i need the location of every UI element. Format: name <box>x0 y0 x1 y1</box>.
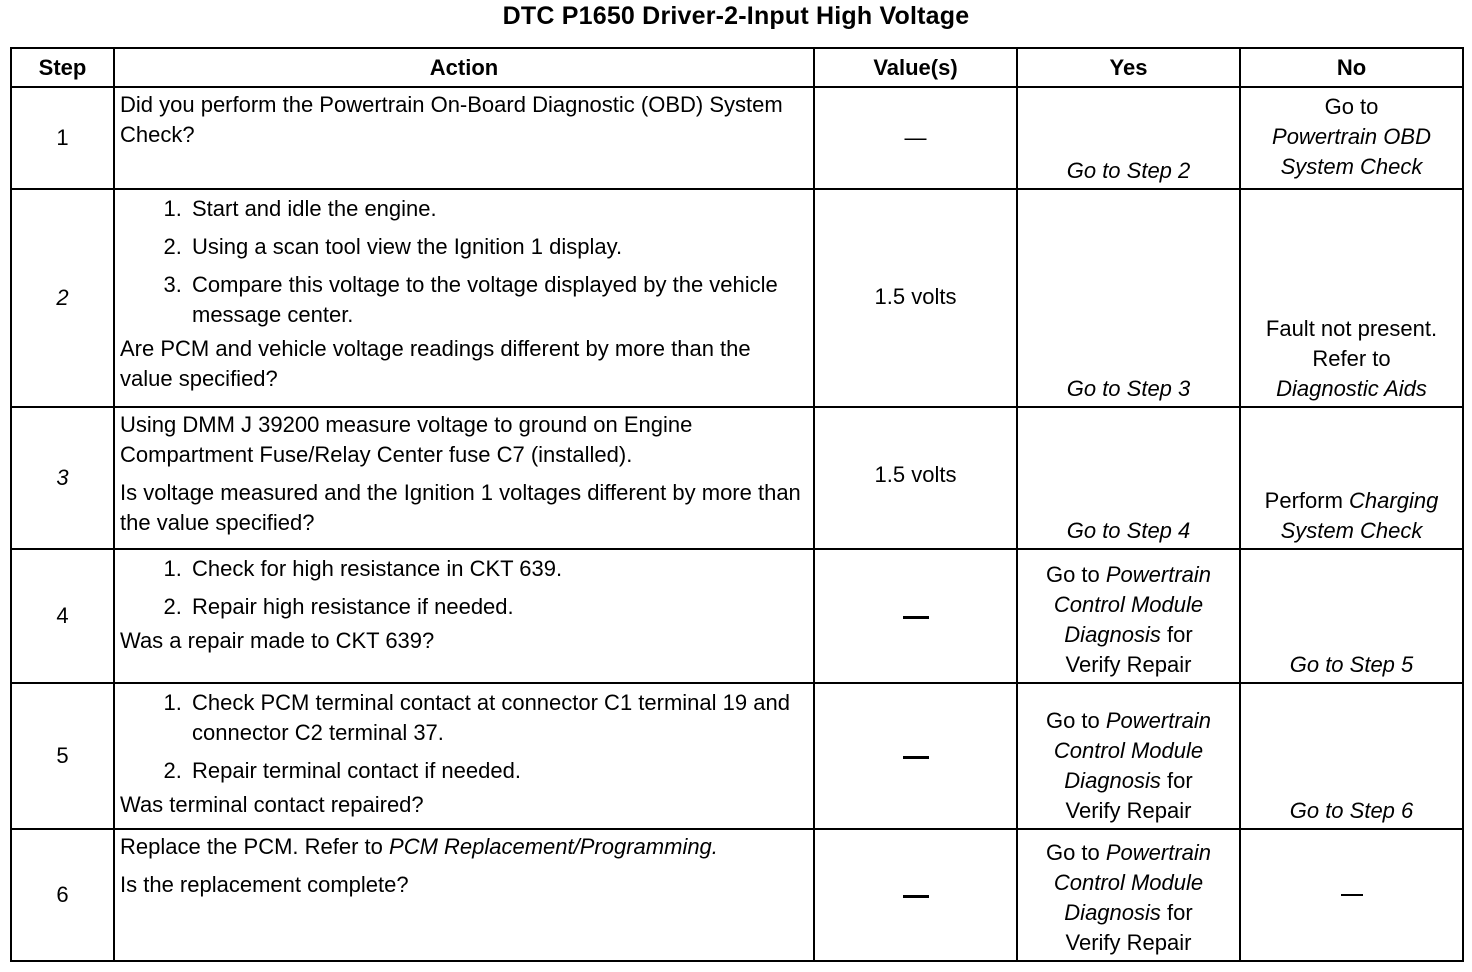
action-step: 1. Check for high resistance in CKT 639. <box>188 554 805 584</box>
action-steps <box>120 194 805 330</box>
step-number: 5 <box>11 683 114 829</box>
yes-link: Powertrain <box>1105 708 1212 733</box>
action-cell <box>114 683 814 829</box>
no-cell <box>1240 829 1463 961</box>
no-link: Charging <box>1349 488 1439 513</box>
action-question: Was a repair made to CKT 639? <box>120 628 435 653</box>
yes-text-plain: Go to <box>1045 562 1106 587</box>
action-step: 1. Check PCM terminal contact at connector C1 terminal 19 and connector C2 terminal 37. <box>188 688 805 748</box>
yes-text-last: Verify Repair <box>1065 652 1192 677</box>
page-title: DTC P1650 Driver-2-Input High Voltage <box>502 2 970 30</box>
action-step: 2. Repair terminal contact if needed. <box>188 756 805 786</box>
table-row <box>11 189 1463 407</box>
action-link: PCM Replacement/Programming. <box>389 834 718 859</box>
no-cell: Go to Step 6 <box>1240 683 1463 829</box>
no-text-plain: Perform <box>1264 488 1350 513</box>
action-text: Using DMM J 39200 measure voltage to ground on Engine Compartment Fuse/Relay Center fuse C7 (installed). <box>120 412 693 467</box>
action-question: Is voltage measured and the Ignition 1 voltages different by more than the value specified? <box>120 480 801 535</box>
yes-text-plain: for <box>1160 622 1193 647</box>
step-number: 3 <box>11 407 114 549</box>
no-cell <box>1240 407 1463 549</box>
yes-text-plain: Go to <box>1045 840 1106 865</box>
yes-text-last: Verify Repair <box>1065 798 1192 823</box>
yes-link-cont: Control Module <box>1053 592 1204 617</box>
yes-text-plain: for <box>1160 900 1193 925</box>
no-cell <box>1240 189 1463 407</box>
yes-cell: Go to Step 3 <box>1017 189 1240 407</box>
action-cell <box>114 87 814 189</box>
yes-text-cont <box>1018 898 1239 928</box>
yes-link: Powertrain <box>1105 840 1212 865</box>
yes-text-plain: for <box>1160 768 1193 793</box>
value-cell <box>814 829 1017 961</box>
header-values: Value(s) <box>814 48 1017 87</box>
action-step: 2. Using a scan tool view the Ignition 1 display. <box>188 232 805 262</box>
no-text-cont: Refer to <box>1312 346 1391 371</box>
action-text <box>120 832 805 862</box>
action-text-plain: Replace the PCM. Refer to <box>120 834 390 859</box>
yes-text-last: Verify Repair <box>1065 930 1192 955</box>
header-no: No <box>1240 48 1463 87</box>
no-text: Go to <box>1324 94 1379 119</box>
em-dash <box>903 616 929 619</box>
table-row <box>11 549 1463 683</box>
action-question: Was terminal contact repaired? <box>120 792 424 817</box>
diagnostic-table <box>10 47 1464 962</box>
no-link: Powertrain OBD <box>1272 124 1431 149</box>
action-steps <box>120 554 805 622</box>
yes-cell <box>1017 683 1240 829</box>
yes-cell: Go to Step 2 <box>1017 87 1240 189</box>
value-cell <box>814 683 1017 829</box>
yes-link: Powertrain <box>1105 562 1212 587</box>
yes-link-end: Diagnosis <box>1064 622 1161 647</box>
yes-cell <box>1017 829 1240 961</box>
yes-text-plain: Go to <box>1045 708 1106 733</box>
table-row <box>11 87 1463 189</box>
no-text <box>1241 486 1462 516</box>
yes-link-cont: Control Module <box>1053 870 1204 895</box>
value-cell: 1.5 volts <box>814 189 1017 407</box>
step-number: 1 <box>11 87 114 189</box>
em-dash <box>903 895 929 898</box>
table-row <box>11 683 1463 829</box>
em-dash <box>903 756 929 759</box>
yes-cell <box>1017 549 1240 683</box>
action-question: Are PCM and vehicle voltage readings different by more than the value specified? <box>120 336 751 391</box>
action-cell <box>114 189 814 407</box>
action-step: 3. Compare this voltage to the voltage displayed by the vehicle message center. <box>188 270 805 330</box>
yes-text-cont <box>1018 766 1239 796</box>
yes-text <box>1018 706 1239 736</box>
header-yes: Yes <box>1017 48 1240 87</box>
yes-link-end: Diagnosis <box>1064 768 1161 793</box>
step-number: 4 <box>11 549 114 683</box>
header-action: Action <box>114 48 814 87</box>
value-cell: — <box>814 87 1017 189</box>
action-text: Did you perform the Powertrain On-Board Diagnostic (OBD) System Check? <box>120 92 783 147</box>
yes-cell: Go to Step 4 <box>1017 407 1240 549</box>
em-dash <box>1341 894 1363 896</box>
yes-text <box>1018 560 1239 590</box>
yes-text-cont <box>1018 620 1239 650</box>
yes-link-end: Diagnosis <box>1064 900 1161 925</box>
action-question: Is the replacement complete? <box>120 872 409 897</box>
no-link: Diagnostic Aids <box>1276 376 1427 401</box>
action-cell <box>114 407 814 549</box>
table-row <box>11 829 1463 961</box>
yes-text <box>1018 838 1239 868</box>
no-text: Fault not present. <box>1265 316 1438 341</box>
value-cell <box>814 549 1017 683</box>
yes-link-cont: Control Module <box>1053 738 1204 763</box>
action-step: 1. Start and idle the engine. <box>188 194 805 224</box>
table-row <box>11 407 1463 549</box>
no-link-cont: System Check <box>1280 518 1423 543</box>
action-cell <box>114 549 814 683</box>
action-step: 2. Repair high resistance if needed. <box>188 592 805 622</box>
action-steps <box>120 688 805 786</box>
value-cell: 1.5 volts <box>814 407 1017 549</box>
header-row <box>11 48 1463 87</box>
step-number: 6 <box>11 829 114 961</box>
no-link-cont: System Check <box>1280 154 1423 179</box>
no-cell <box>1240 87 1463 189</box>
header-step: Step <box>11 48 114 87</box>
no-cell: Go to Step 5 <box>1240 549 1463 683</box>
action-cell <box>114 829 814 961</box>
step-number: 2 <box>11 189 114 407</box>
